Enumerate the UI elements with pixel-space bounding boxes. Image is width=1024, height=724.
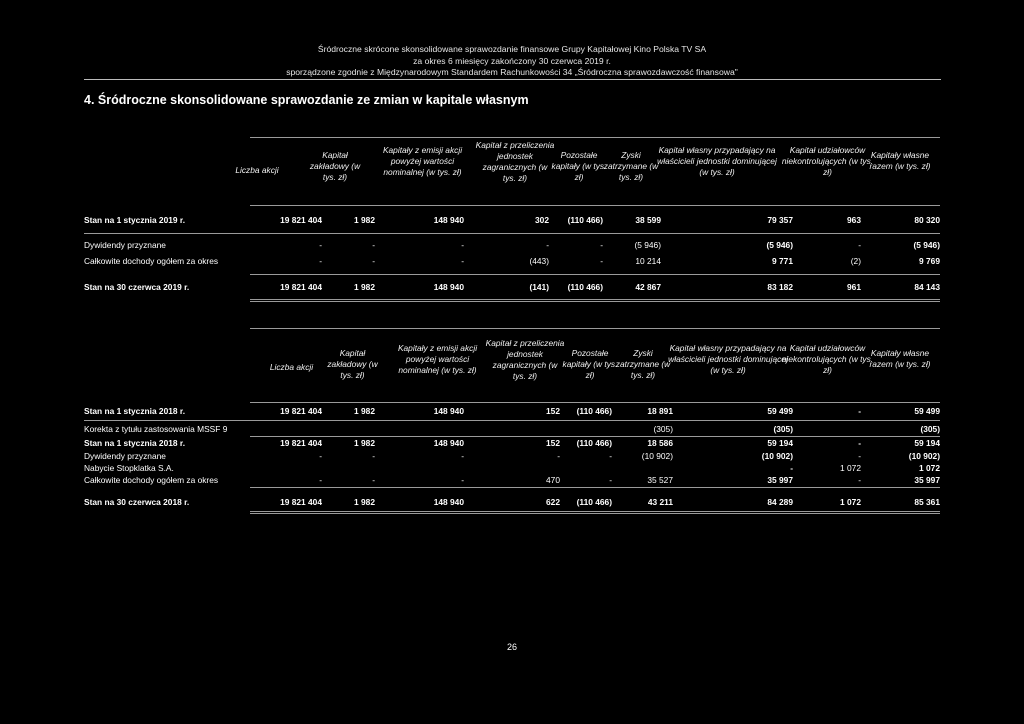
row-label: Stan na 1 stycznia 2018 r. <box>84 438 186 448</box>
table-cell: 148 940 <box>433 497 464 507</box>
row-label: Stan na 30 czerwca 2019 r. <box>84 282 190 292</box>
row-rule <box>84 420 940 421</box>
table-cell: 148 940 <box>433 438 464 448</box>
table-cell: 1 982 <box>354 215 375 225</box>
table-cell: 59 499 <box>914 406 940 416</box>
table-cell: - <box>858 406 861 416</box>
header-bottom-rule <box>250 402 940 403</box>
table-cell: (110 466) <box>567 215 603 225</box>
table-cell: - <box>461 451 464 461</box>
table-cell: - <box>372 475 375 485</box>
column-header: Kapitał własny przypadający na właścicieli jednostki dominującej (w tys. zł) <box>668 343 788 375</box>
table-cell: 59 194 <box>767 438 793 448</box>
table-cell: - <box>546 240 549 250</box>
table-cell: 42 867 <box>635 282 661 292</box>
column-header: Zyski zatrzymane (w tys. zł) <box>615 348 671 380</box>
total-double-rule <box>250 299 940 302</box>
table-cell: 1 982 <box>354 282 375 292</box>
table-cell: - <box>858 438 861 448</box>
table-cell: (305) <box>920 424 940 434</box>
table-cell: (110 466) <box>567 282 603 292</box>
table-cell: - <box>319 240 322 250</box>
table-cell: 19 821 404 <box>280 438 322 448</box>
header-bottom-rule <box>250 205 940 206</box>
row-label: Nabycie Stopklatka S.A. <box>84 463 174 473</box>
table-cell: 1 072 <box>919 463 940 473</box>
row-label: Korekta z tytułu zastosowania MSSF 9 <box>84 424 228 434</box>
table-cell: (5 946) <box>634 240 661 250</box>
row-label: Stan na 30 czerwca 2018 r. <box>84 497 190 507</box>
column-header: Kapitał udziałowców niekontrolujących (w tys. zł) <box>781 343 874 375</box>
column-header: Kapitał własny przypadający na właścicieli jednostki dominującej (w tys. zł) <box>657 145 777 177</box>
table-cell: 84 289 <box>767 497 793 507</box>
row-label: Dywidendy przyznane <box>84 240 166 250</box>
column-header: Kapitał z przeliczenia jednostek zagranicznych (w tys. zł) <box>485 338 565 381</box>
column-header: Kapitał z przeliczenia jednostek zagranicznych (w tys. zł) <box>475 140 555 183</box>
row-label: Stan na 1 stycznia 2019 r. <box>84 215 186 225</box>
table-cell: (305) <box>653 424 673 434</box>
table-cell: 80 320 <box>914 215 940 225</box>
table-cell: - <box>609 475 612 485</box>
row-rule <box>250 487 940 488</box>
table-cell: - <box>461 240 464 250</box>
table-cell: - <box>319 451 322 461</box>
table-cell: 1 072 <box>840 463 861 473</box>
table-cell: 152 <box>546 406 560 416</box>
table-cell: 1 982 <box>354 406 375 416</box>
table-cell: 43 211 <box>647 497 673 507</box>
column-header: Pozostałe kapitały (w tys. zł) <box>551 150 607 182</box>
table-cell: (10 902) <box>761 451 793 461</box>
table-cell: - <box>461 256 464 266</box>
table-cell: 59 194 <box>914 438 940 448</box>
header-top-rule <box>250 137 940 138</box>
table-cell: 35 997 <box>767 475 793 485</box>
table-cell: 35 997 <box>914 475 940 485</box>
row-label: Całkowite dochody ogółem za okres <box>84 475 219 485</box>
table-cell: (110 466) <box>576 438 612 448</box>
page-number: 26 <box>506 642 517 652</box>
table-cell: (110 466) <box>576 406 612 416</box>
column-header: Liczba akcji <box>235 165 279 175</box>
table-cell: (141) <box>529 282 549 292</box>
table-cell: 38 599 <box>635 215 661 225</box>
column-header: Kapitały własne razem (w tys. zł) <box>869 348 931 369</box>
report-header-line-3: sporządzone zgodnie z Międzynarodowym Standardem Rachunkowości 34 „Śródroczna sprawozdawczość finansowa" <box>286 67 738 77</box>
column-header: Zyski zatrzymane (w tys. zł) <box>603 150 659 182</box>
table-cell: 18 891 <box>647 406 673 416</box>
column-header: Kapitały z emisji akcji powyżej wartości nominalnej (w tys. zł) <box>397 343 478 375</box>
column-header: Kapitał zakładowy (w tys. zł) <box>327 348 378 380</box>
row-label: Dywidendy przyznane <box>84 451 166 461</box>
table-cell: (305) <box>773 424 793 434</box>
column-header: Liczba akcji <box>269 362 314 372</box>
table-cell: - <box>372 240 375 250</box>
table-cell: 302 <box>535 215 549 225</box>
table-cell: 84 143 <box>914 282 940 292</box>
table-cell: (5 946) <box>913 240 940 250</box>
table-cell: - <box>790 463 793 473</box>
table-cell: (443) <box>529 256 549 266</box>
table-cell: - <box>858 240 861 250</box>
row-rule <box>250 274 940 275</box>
table-cell: - <box>372 451 375 461</box>
table-cell: 83 182 <box>767 282 793 292</box>
column-header: Pozostałe kapitały (w tys. zł) <box>562 348 618 380</box>
table-cell: - <box>609 451 612 461</box>
table-cell: 10 214 <box>635 256 661 266</box>
table-cell: 148 940 <box>433 282 464 292</box>
table-cell: 622 <box>546 497 560 507</box>
table-cell: 35 527 <box>647 475 673 485</box>
table-cell: - <box>319 475 322 485</box>
table-cell: (110 466) <box>576 497 612 507</box>
table-cell: - <box>600 256 603 266</box>
table-cell: 1 982 <box>354 497 375 507</box>
header-divider <box>84 79 941 80</box>
row-rule <box>250 436 940 437</box>
row-label: Całkowite dochody ogółem za okres <box>84 256 219 266</box>
table-cell: 59 499 <box>767 406 793 416</box>
table-cell: - <box>600 240 603 250</box>
table-cell: 152 <box>546 438 560 448</box>
table-cell: (2) <box>850 256 861 266</box>
table-cell: - <box>461 475 464 485</box>
table-cell: - <box>858 475 861 485</box>
table-cell: - <box>372 256 375 266</box>
table-cell: - <box>319 256 322 266</box>
table-cell: 19 821 404 <box>280 406 322 416</box>
table-cell: 18 586 <box>647 438 673 448</box>
table-cell: (10 902) <box>641 451 673 461</box>
column-header: Kapitał zakładowy (w tys. zł) <box>309 150 361 182</box>
header-top-rule <box>250 328 940 329</box>
table-cell: 79 357 <box>767 215 793 225</box>
report-header-line-2: za okres 6 miesięcy zakończony 30 czerwca 2019 r. <box>413 56 611 66</box>
table-cell: - <box>858 451 861 461</box>
table-cell: 9 769 <box>919 256 940 266</box>
table-cell: 85 361 <box>914 497 940 507</box>
column-header: Kapitały własne razem (w tys. zł) <box>869 150 931 171</box>
section-title: 4. Śródroczne skonsolidowane sprawozdanie ze zmian w kapitale własnym <box>84 93 529 107</box>
row-label: Stan na 1 stycznia 2018 r. <box>84 406 186 416</box>
table-cell: 963 <box>847 215 861 225</box>
table-cell: 19 821 404 <box>280 282 322 292</box>
row-rule <box>84 233 940 234</box>
table-cell: - <box>557 451 560 461</box>
column-header: Kapitały z emisji akcji powyżej wartości nominalnej (w tys. zł) <box>382 145 463 177</box>
table-cell: 9 771 <box>772 256 793 266</box>
table-cell: 19 821 404 <box>280 215 322 225</box>
table-cell: (10 902) <box>908 451 940 461</box>
column-header: Kapitał udziałowców niekontrolujących (w tys. zł) <box>781 145 874 177</box>
table-cell: 1 072 <box>840 497 861 507</box>
report-header-line-1: Śródroczne skrócone skonsolidowane sprawozdanie finansowe Grupy Kapitałowej Kino Polska TV SA <box>317 44 707 54</box>
total-double-rule <box>250 511 940 514</box>
table-cell: 148 940 <box>433 215 464 225</box>
table-cell: 1 982 <box>354 438 375 448</box>
table-cell: 961 <box>847 282 861 292</box>
table-cell: 470 <box>546 475 560 485</box>
table-cell: 19 821 404 <box>280 497 322 507</box>
table-cell: 148 940 <box>433 406 464 416</box>
table-cell: (5 946) <box>766 240 793 250</box>
